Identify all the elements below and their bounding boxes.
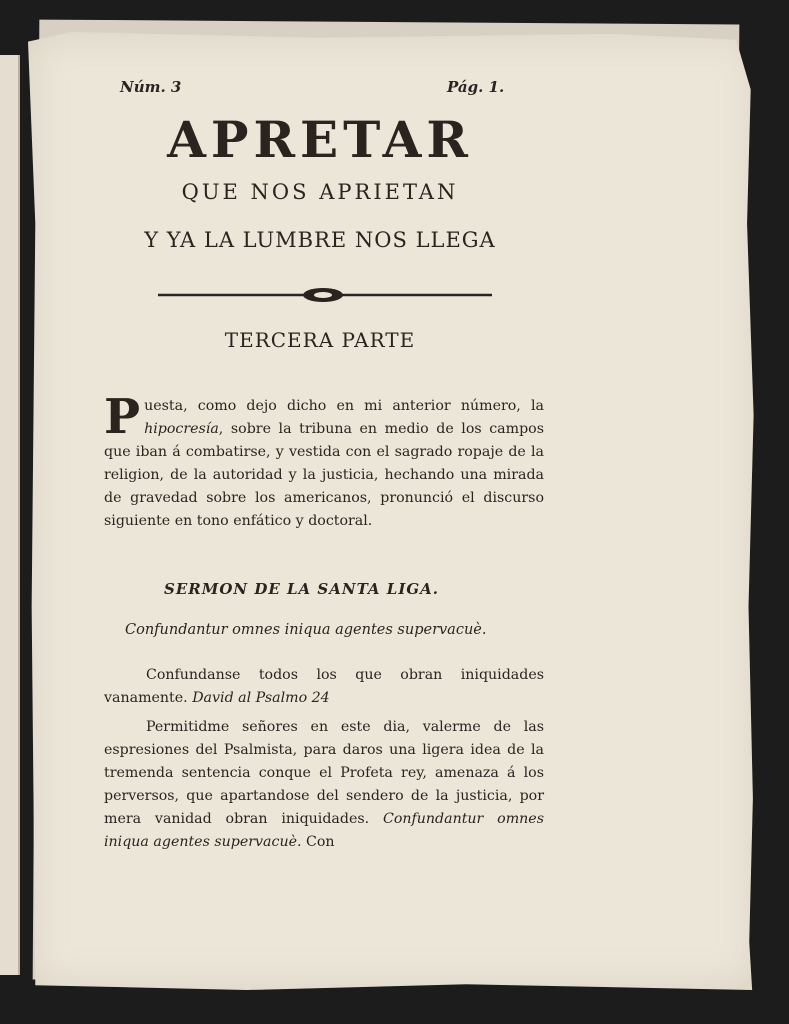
intro-italic: hipocresía — [144, 421, 219, 437]
intro-text-b: , sobre la tribuna en medio de los campos que iban á combatirse, y vestida con el sagrado ropaje de la religion, de la autoridad y la justicia, hechando una mirada de gravedad sobre los americanos, pronunció el discurso siguiente en tono enfático y doctoral. — [104, 421, 544, 529]
sermon-title: SERMON DE LA SANTA LIGA. — [164, 580, 440, 598]
latin-quote: Confundantur omnes iniqua agentes supervacuè. — [125, 622, 487, 638]
page-number: Pág. 1. — [447, 78, 505, 96]
body-italic-quote: Confundantur omnes iniqua agentes supervacuè. — [104, 811, 544, 850]
intro-text-a: uesta, como dejo dicho en mi anterior número, la — [144, 398, 544, 414]
subtitle-line-2: Y YA LA LUMBRE NOS LLEGA — [144, 228, 496, 252]
translation-paragraph — [104, 664, 544, 710]
ornamental-rule — [158, 285, 492, 305]
psalm-citation: David al Psalmo 24 — [192, 690, 330, 706]
document-title: APRETAR — [167, 110, 473, 169]
body-tail: Con — [301, 834, 335, 850]
part-heading: TERCERA PARTE — [224, 328, 416, 352]
body-text: Permitidme señores en este dia, valerme de las espresiones del Psalmista, para daros una ligera idea de la tremenda sentencia conque el Profeta rey, amenaza á los perversos, que apartandose del sendero de la justicia, por mera vanidad obran iniquidades. — [104, 719, 544, 827]
drop-cap: P — [104, 389, 141, 445]
body-paragraph — [104, 716, 544, 854]
subtitle-line-1: QUE NOS APRIETAN — [181, 180, 459, 204]
intro-paragraph — [104, 389, 544, 533]
issue-number: Núm. 3 — [120, 78, 182, 96]
translation-text: Confundanse todos los que obran iniquidades vanamente. — [104, 667, 544, 706]
